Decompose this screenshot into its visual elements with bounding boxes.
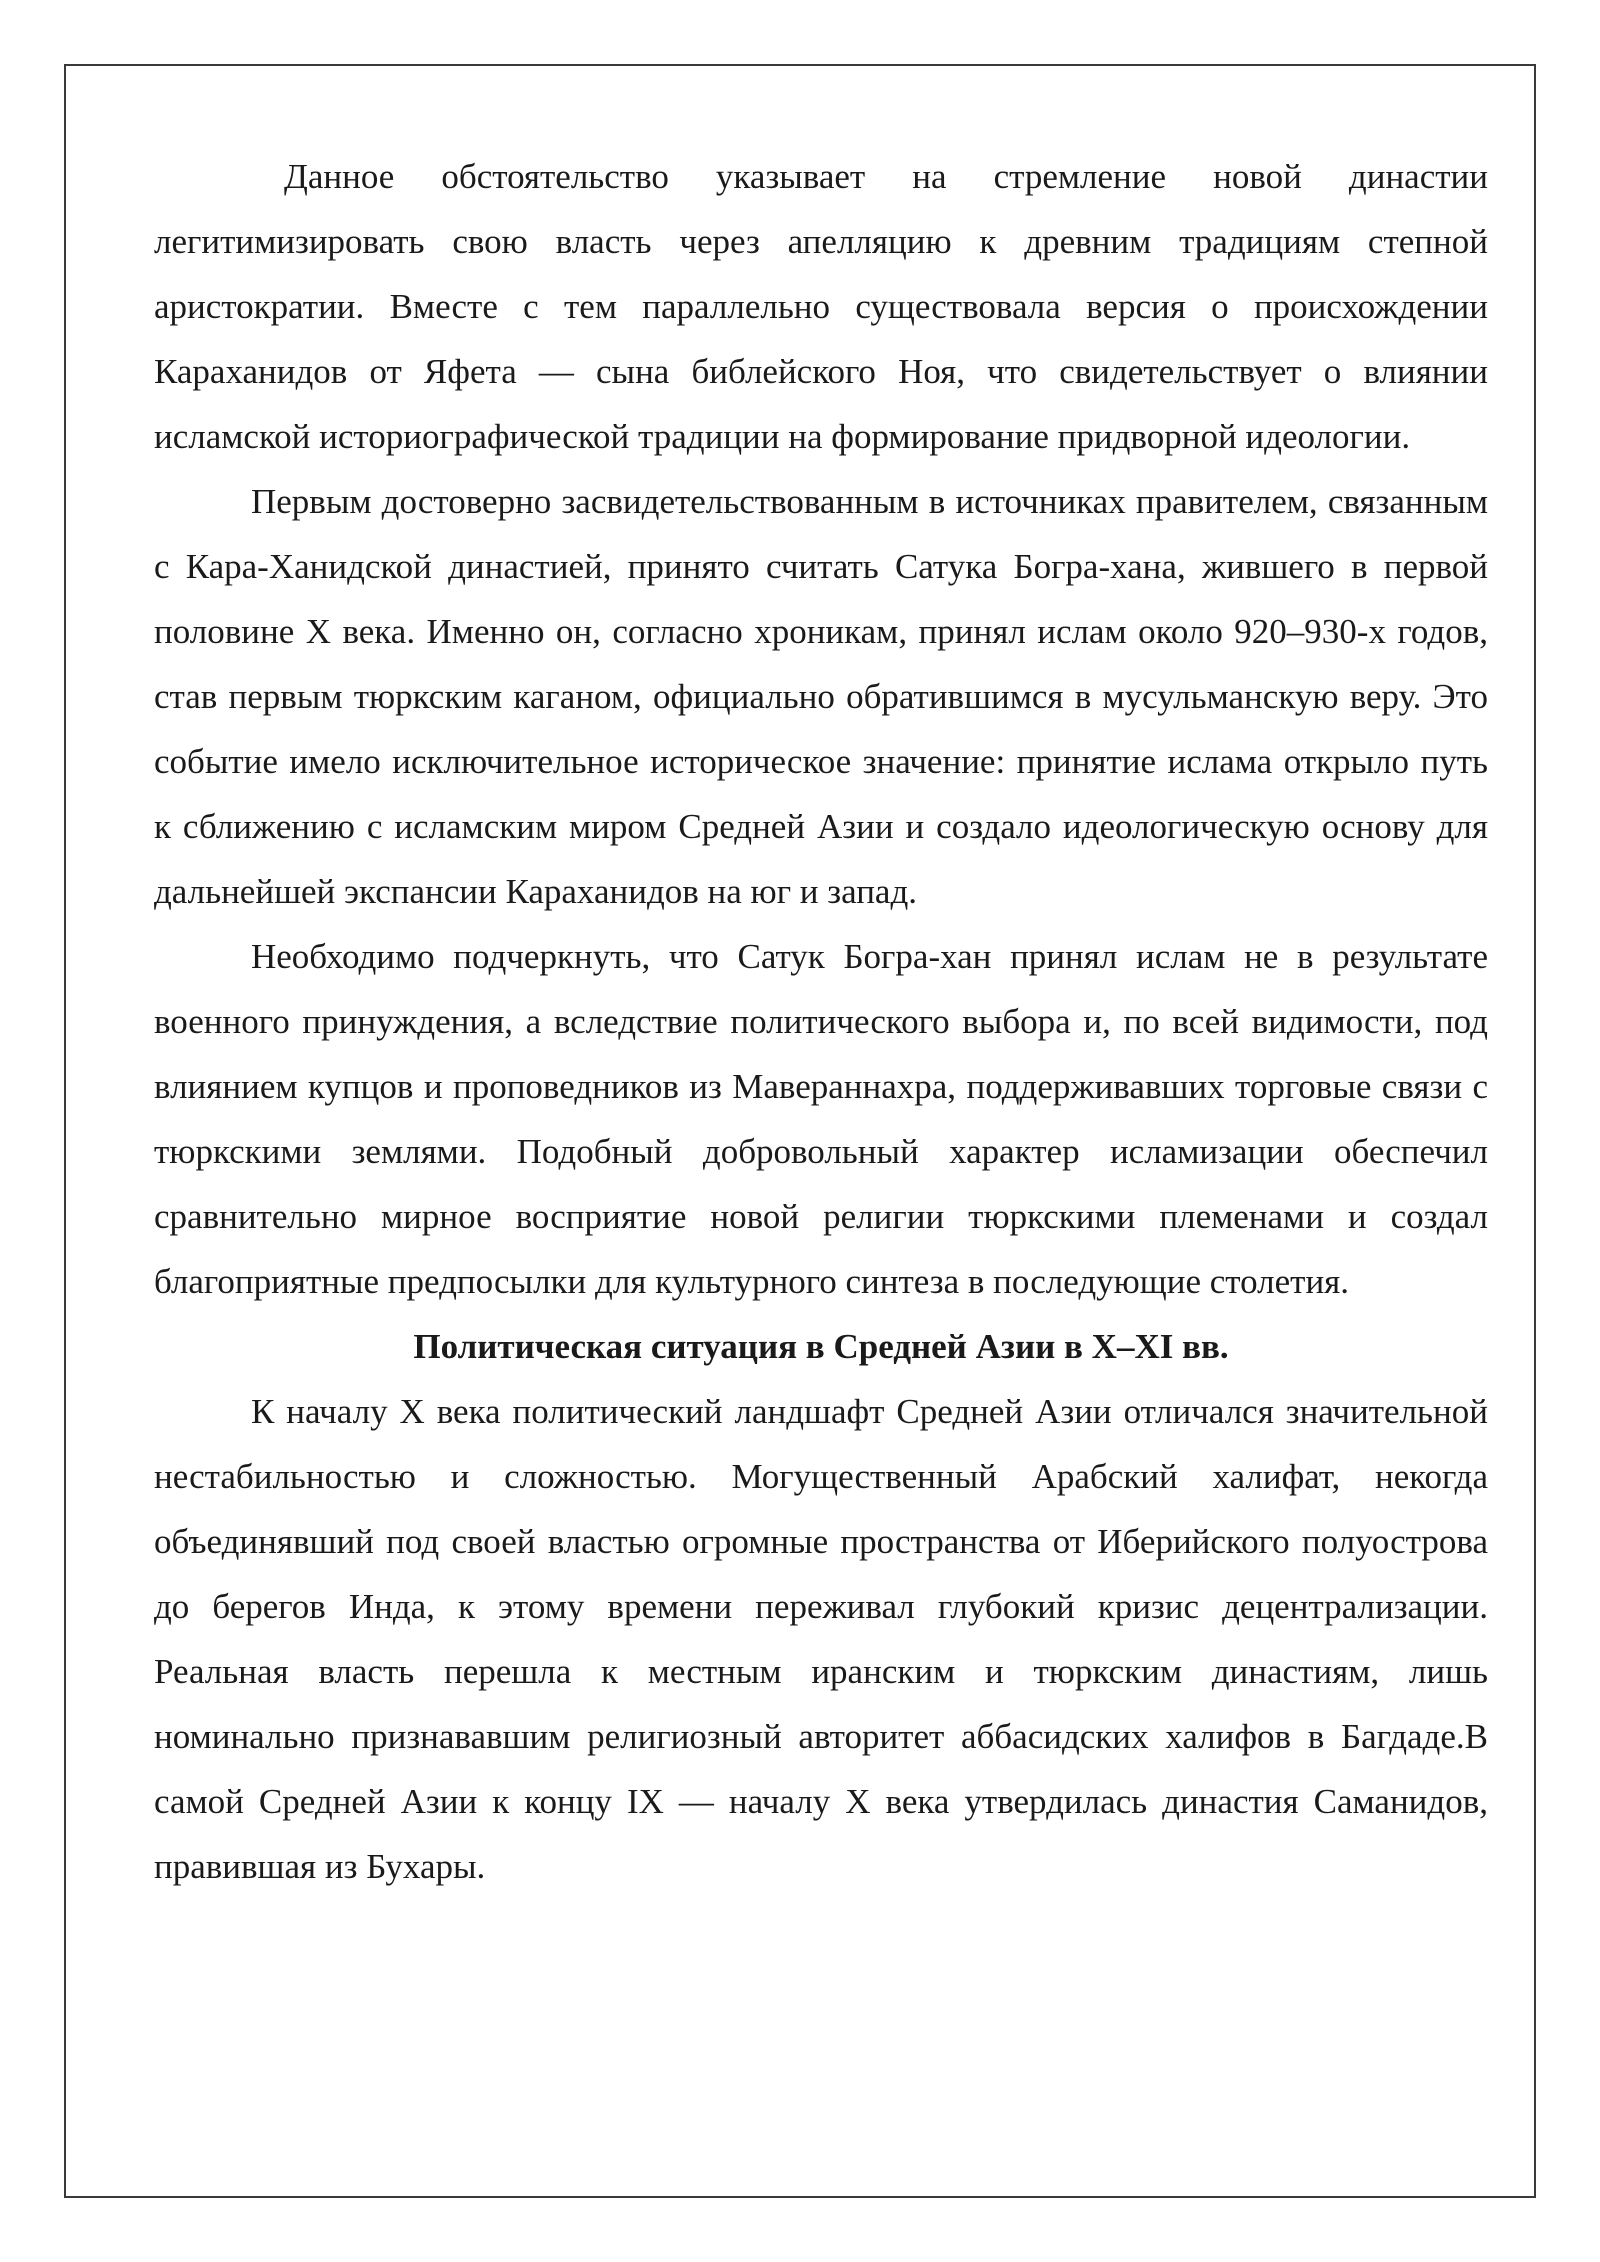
section-heading: Политическая ситуация в Средней Азии в X–XI вв. [413,1327,1229,1366]
paragraph-1: Данное обстоятельство указывает на стремление новой династии легитимизировать свою власть через апелляцию к древним традициям степной аристократии. Вместе с тем параллельно существовала версия о происхождении Караханидов от Яфета — сына библейского Ноя, что свидетельствует о влиянии исламской историографической традиции на формирование придворной идеологии. [154,157,1488,456]
document-body [154,144,1488,1899]
paragraph-4: К началу X века политический ландшафт Средней Азии отличался значительной нестабильностью и сложностью. Могущественный Арабский халифат, некогда объединявший под своей властью огромные пространства от Иберийского полуострова до берегов Инда, к этому времени переживал глубокий кризис децентрализации. Реальная власть перешла к местным иранским и тюркским династиям, лишь номинально признававшим религиозный авторитет аббасидских халифов в Багдаде.В самой Средней Азии к концу IX — началу X века утвердилась династия Саманидов, правившая из Бухары. [154,1392,1488,1886]
paragraph-3: Необходимо подчеркнуть, что Сатук Богра-хан принял ислам не в результате военного принуждения, а вследствие политического выбора и, по всей видимости, под влиянием купцов и проповедников из Мавераннахра, поддерживавших торговые связи с тюркскими землями. Подобный добровольный характер исламизации обеспечил сравнительно мирное восприятие новой религии тюркскими племенами и создал благоприятные предпосылки для культурного синтеза в последующие столетия. [154,937,1488,1301]
paragraph-2: Первым достоверно засвидетельствованным в источниках правителем, связанным с Кара-Ханидской династией, принято считать Сатука Богра-хана, жившего в первой половине X века. Именно он, согласно хроникам, принял ислам около 920–930-х годов, став первым тюркским каганом, официально обратившимся в мусульманскую веру. Это событие имело исключительное историческое значение: принятие ислама открыло путь к сближению с исламским миром Средней Азии и создало идеологическую основу для дальнейшей экспансии Караханидов на юг и запад. [154,482,1488,911]
